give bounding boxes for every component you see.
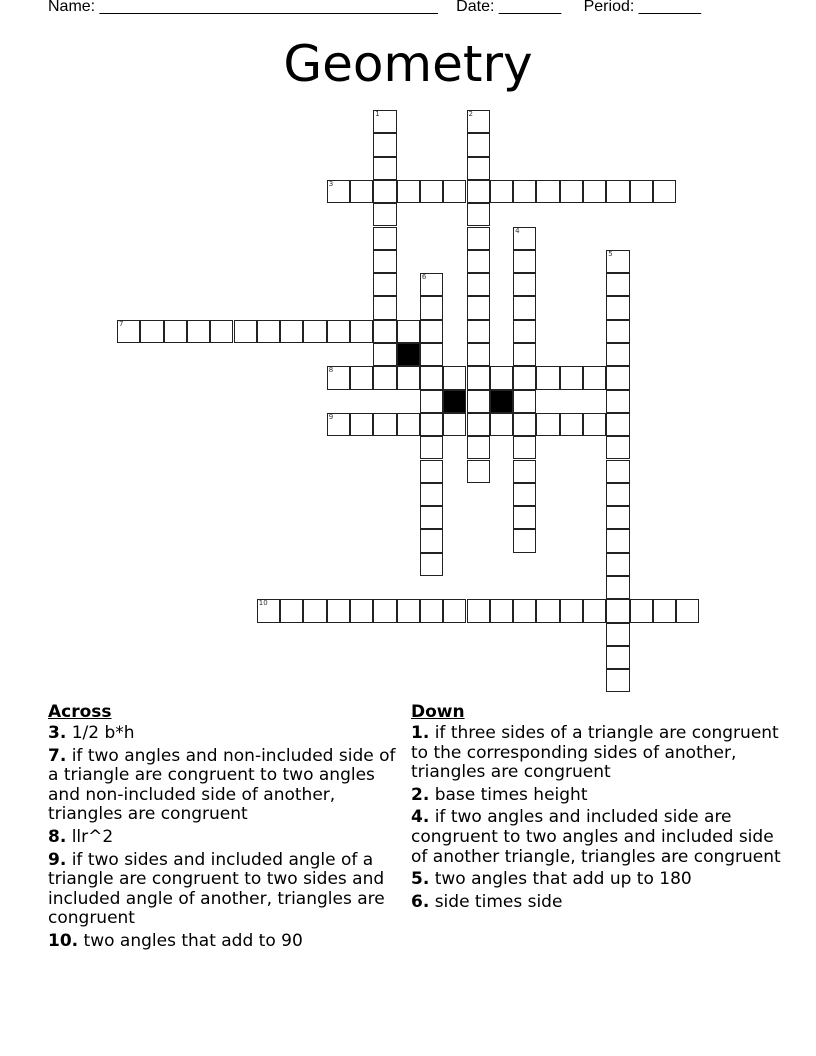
grid-cell[interactable]	[606, 390, 629, 413]
grid-cell[interactable]	[653, 180, 676, 203]
grid-cell[interactable]	[467, 180, 490, 203]
clue-item	[48, 828, 408, 848]
clue-text: 1/2 b*h	[71, 723, 135, 743]
grid-cell[interactable]	[583, 366, 606, 389]
grid-cell[interactable]	[467, 343, 490, 366]
grid-cell[interactable]	[303, 599, 326, 622]
across-heading: Across	[48, 702, 112, 722]
grid-cell[interactable]	[373, 296, 396, 319]
page-title: Geometry	[283, 35, 533, 93]
across-clues	[48, 702, 408, 955]
grid-cell[interactable]	[327, 413, 350, 436]
clue-item	[48, 724, 408, 744]
grid-cell[interactable]	[513, 343, 536, 366]
grid-cell[interactable]	[467, 157, 490, 180]
grid-cell[interactable]	[420, 180, 443, 203]
grid-cell[interactable]	[373, 203, 396, 226]
clue-number: 2.	[411, 784, 430, 805]
grid-cell[interactable]	[350, 320, 373, 343]
grid-cell[interactable]	[513, 436, 536, 459]
grid-cell[interactable]	[420, 460, 443, 483]
grid-cell[interactable]	[630, 599, 653, 622]
grid-cell[interactable]	[443, 413, 466, 436]
grid-cell[interactable]	[420, 273, 443, 296]
grid-cell[interactable]	[606, 413, 629, 436]
grid-cell[interactable]	[513, 506, 536, 529]
name-field[interactable]: Name: ______________________________________	[48, 0, 438, 15]
grid-cell[interactable]	[420, 483, 443, 506]
grid-cell[interactable]	[373, 110, 396, 133]
grid-cell[interactable]	[327, 180, 350, 203]
black-cell	[490, 390, 513, 413]
grid-cell[interactable]	[606, 599, 629, 622]
clue-number: 5	[608, 249, 613, 258]
clue-number: 5.	[411, 869, 430, 890]
grid-cell[interactable]	[187, 320, 210, 343]
grid-cell[interactable]	[513, 599, 536, 622]
grid-cell[interactable]	[280, 320, 303, 343]
grid-cell[interactable]	[513, 180, 536, 203]
grid-cell[interactable]	[513, 390, 536, 413]
grid-cell[interactable]	[420, 390, 443, 413]
clue-item	[48, 932, 408, 952]
grid-cell[interactable]	[397, 366, 420, 389]
grid-cell[interactable]	[443, 180, 466, 203]
clue-number: 9	[328, 412, 334, 421]
clue-number: 10.	[48, 930, 79, 951]
clue-item	[411, 724, 781, 783]
grid-cell[interactable]	[234, 320, 257, 343]
grid-cell[interactable]	[606, 343, 629, 366]
grid-cell[interactable]	[373, 343, 396, 366]
grid-cell[interactable]	[513, 483, 536, 506]
down-clues	[411, 702, 781, 915]
clue-number: 3.	[48, 723, 67, 743]
grid-cell[interactable]	[443, 599, 466, 622]
grid-cell[interactable]	[606, 460, 629, 483]
clue-item	[411, 786, 781, 806]
clue-number: 4.	[411, 807, 430, 828]
grid-cell[interactable]	[210, 320, 233, 343]
grid-cell[interactable]	[513, 296, 536, 319]
grid-cell[interactable]	[303, 320, 326, 343]
clue-number: 6	[421, 273, 427, 282]
grid-cell[interactable]	[373, 180, 396, 203]
grid-cell[interactable]	[327, 320, 350, 343]
clue-number: 8.	[48, 826, 67, 847]
grid-cell[interactable]	[606, 366, 629, 389]
down-clue-list	[411, 724, 781, 912]
grid-cell[interactable]	[420, 343, 443, 366]
grid-cell[interactable]	[536, 599, 559, 622]
clue-number: 10	[258, 599, 268, 608]
clue-number: 7.	[48, 745, 67, 766]
grid-cell[interactable]	[467, 296, 490, 319]
grid-cell[interactable]	[467, 366, 490, 389]
grid-cell[interactable]	[397, 320, 420, 343]
grid-cell[interactable]	[513, 273, 536, 296]
grid-cell[interactable]	[560, 366, 583, 389]
grid-cell[interactable]	[350, 413, 373, 436]
grid-cell[interactable]	[467, 227, 490, 250]
grid-cell[interactable]	[257, 599, 280, 622]
grid-cell[interactable]	[583, 180, 606, 203]
grid-cell[interactable]	[420, 320, 443, 343]
grid-cell[interactable]	[327, 599, 350, 622]
date-field[interactable]: Date: _______	[456, 0, 562, 15]
grid-cell[interactable]	[513, 460, 536, 483]
grid-cell[interactable]	[467, 436, 490, 459]
grid-cell[interactable]	[164, 320, 187, 343]
grid-cell[interactable]	[606, 623, 629, 646]
grid-cell[interactable]	[373, 599, 396, 622]
grid-cell[interactable]	[373, 227, 396, 250]
grid-cell[interactable]	[420, 529, 443, 552]
clue-number: 1	[375, 110, 380, 118]
clue-text: side times side	[434, 891, 563, 912]
clue-number: 4	[515, 226, 520, 235]
grid-cell[interactable]	[467, 250, 490, 273]
grid-cell[interactable]	[373, 413, 396, 436]
clue-number: 1.	[411, 723, 430, 743]
grid-cell[interactable]	[606, 180, 629, 203]
grid-cell[interactable]	[490, 599, 513, 622]
grid-cell[interactable]	[467, 460, 490, 483]
grid-cell[interactable]	[140, 320, 163, 343]
clue-item	[48, 747, 408, 825]
clue-text: if two angles and non-included side of a triangle are congruent to two angles and non-included side of another, triangles are congruent	[48, 745, 396, 825]
grid-cell[interactable]	[467, 413, 490, 436]
grid-cell[interactable]	[606, 669, 629, 692]
clue-item	[411, 870, 781, 890]
grid-cell[interactable]	[420, 506, 443, 529]
grid-cell[interactable]	[420, 599, 443, 622]
grid-cell[interactable]	[513, 413, 536, 436]
grid-cell[interactable]	[653, 599, 676, 622]
grid-cell[interactable]	[606, 576, 629, 599]
clue-text: base times height	[434, 784, 588, 805]
grid-cell[interactable]	[397, 180, 420, 203]
black-cell	[443, 390, 466, 413]
grid-cell[interactable]	[606, 273, 629, 296]
grid-cell[interactable]	[606, 296, 629, 319]
down-heading: Down	[411, 702, 465, 722]
grid-cell[interactable]	[513, 366, 536, 389]
grid-cell[interactable]	[606, 529, 629, 552]
grid-cell[interactable]	[420, 413, 443, 436]
clue-text: llr^2	[71, 826, 114, 847]
grid-cell[interactable]	[560, 413, 583, 436]
clue-item	[48, 851, 408, 929]
clue-number: 8	[328, 366, 334, 375]
grid-cell[interactable]	[397, 413, 420, 436]
clue-item	[411, 808, 781, 867]
grid-cell[interactable]	[560, 180, 583, 203]
grid-cell[interactable]	[606, 506, 629, 529]
grid-cell[interactable]	[467, 390, 490, 413]
grid-cell[interactable]	[350, 599, 373, 622]
grid-cell[interactable]	[467, 273, 490, 296]
clue-number: 3	[328, 179, 334, 188]
clue-text: if two sides and included angle of a triangle are congruent to two sides and included angle of another, triangles are congruent	[48, 849, 385, 929]
grid-cell[interactable]	[467, 203, 490, 226]
grid-cell[interactable]	[373, 133, 396, 156]
grid-cell[interactable]	[350, 366, 373, 389]
grid-cell[interactable]	[490, 413, 513, 436]
grid-cell[interactable]	[513, 227, 536, 250]
grid-cell[interactable]	[350, 180, 373, 203]
grid-cell[interactable]	[536, 180, 559, 203]
grid-cell[interactable]	[583, 599, 606, 622]
grid-cell[interactable]	[676, 599, 699, 622]
grid-cell[interactable]	[373, 250, 396, 273]
grid-cell[interactable]	[606, 250, 629, 273]
grid-cell[interactable]	[467, 320, 490, 343]
grid-cell[interactable]	[513, 250, 536, 273]
grid-cell[interactable]	[490, 366, 513, 389]
grid-cell[interactable]	[373, 157, 396, 180]
clue-text: if two angles and included side are congruent to two angles and included side of another triangle, triangles are congruent	[411, 807, 781, 867]
grid-cell[interactable]	[257, 320, 280, 343]
grid-cell[interactable]	[443, 366, 466, 389]
grid-cell[interactable]	[327, 366, 350, 389]
grid-cell[interactable]	[606, 483, 629, 506]
black-cell	[397, 343, 420, 366]
grid-cell[interactable]	[420, 366, 443, 389]
grid-cell[interactable]	[280, 599, 303, 622]
grid-cell[interactable]	[536, 366, 559, 389]
clue-number: 2	[468, 110, 473, 118]
grid-cell[interactable]	[373, 320, 396, 343]
grid-cell[interactable]	[513, 320, 536, 343]
clue-item	[411, 893, 781, 913]
grid-cell[interactable]	[467, 110, 490, 133]
clue-number: 6.	[411, 891, 430, 912]
grid-cell[interactable]	[467, 599, 490, 622]
grid-cell[interactable]	[420, 553, 443, 576]
grid-cell[interactable]	[420, 436, 443, 459]
grid-cell[interactable]	[490, 180, 513, 203]
grid-cell[interactable]	[606, 436, 629, 459]
across-clue-list	[48, 724, 408, 952]
grid-cell[interactable]	[373, 366, 396, 389]
grid-cell[interactable]	[606, 320, 629, 343]
grid-cell[interactable]	[117, 320, 140, 343]
clue-text: two angles that add to 90	[83, 930, 303, 951]
period-field[interactable]: Period: _______	[583, 0, 702, 15]
grid-cell[interactable]	[513, 529, 536, 552]
clue-number: 9.	[48, 849, 67, 870]
clue-number: 7	[119, 319, 124, 328]
grid-cell[interactable]	[606, 553, 629, 576]
clue-text: if three sides of a triangle are congruent to the corresponding sides of another, triangles are congruent	[411, 723, 779, 783]
grid-cell[interactable]	[583, 413, 606, 436]
grid-cell[interactable]	[420, 296, 443, 319]
grid-cell[interactable]	[397, 599, 420, 622]
clue-text: two angles that add up to 180	[434, 869, 692, 890]
grid-cell[interactable]	[560, 599, 583, 622]
grid-cell[interactable]	[373, 273, 396, 296]
grid-cell[interactable]	[467, 133, 490, 156]
grid-cell[interactable]	[630, 180, 653, 203]
grid-cell[interactable]	[536, 413, 559, 436]
grid-cell[interactable]	[606, 646, 629, 669]
